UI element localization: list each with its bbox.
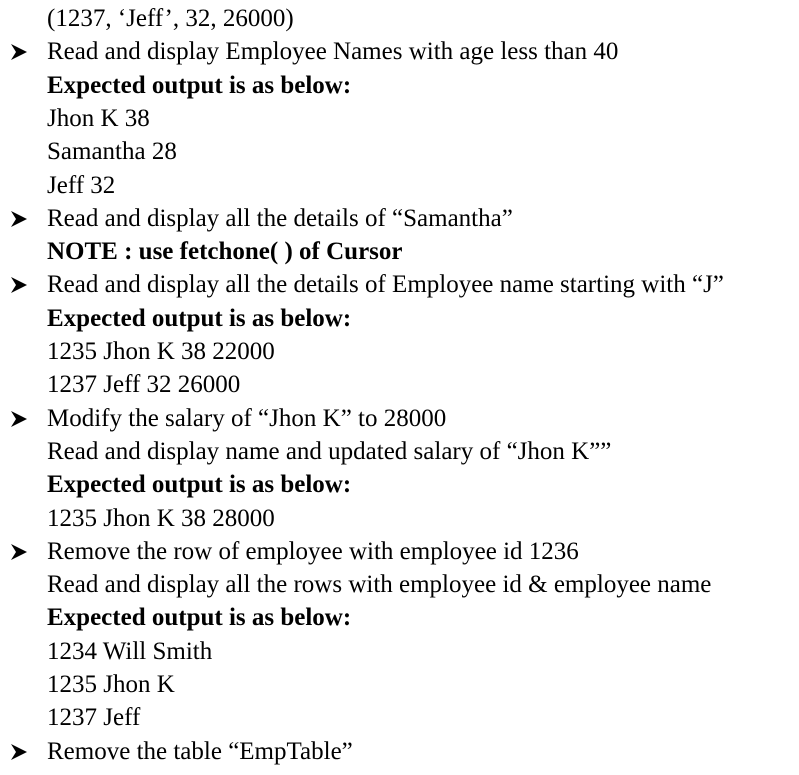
text-line: 1235 Jhon K 38 22000: [47, 338, 275, 365]
text-line: Read and display name and updated salary of “Jhon K””: [47, 437, 612, 465]
arrowhead-bullet-icon: [10, 543, 28, 561]
text-line: Jhon K 38: [47, 104, 150, 132]
arrowhead-bullet-icon: [10, 743, 28, 761]
heading-line: NOTE : use fetchone( ) of Cursor: [47, 238, 403, 266]
text-line: 1234 Will Smith: [47, 637, 213, 665]
bullet-item-text: Remove the row of employee with employee id 1236: [47, 537, 579, 565]
bullet-item-text: Modify the salary of “Jhon K” to 28000: [47, 404, 447, 432]
text-line: (1237, ‘Jeff’, 32, 26000): [47, 5, 294, 32]
heading-line: Expected output is as below:: [47, 604, 352, 632]
arrowhead-bullet-icon: [10, 276, 28, 294]
text-line: 1235 Jhon K: [47, 671, 175, 698]
text-line: Jeff 32: [47, 171, 116, 199]
heading-line: Expected output is as below:: [47, 71, 352, 99]
bullet-item-text: Read and display all the details of “Samantha”: [47, 204, 513, 232]
text-line: 1237 Jeff 32 26000: [47, 371, 241, 399]
arrowhead-bullet-icon: [10, 43, 28, 61]
arrowhead-bullet-icon: [10, 410, 28, 428]
bullet-item-text: Remove the table “EmpTable”: [47, 737, 353, 765]
heading-line: Expected output is as below:: [47, 304, 352, 332]
text-line: 1237 Jeff: [47, 704, 141, 732]
arrowhead-bullet-icon: [10, 210, 28, 228]
heading-line: Expected output is as below:: [47, 471, 352, 499]
text-line: 1235 Jhon K 38 28000: [47, 504, 275, 532]
text-line: Samantha 28: [47, 138, 177, 166]
text-line: Read and display all the rows with employee id & employee name: [47, 571, 712, 599]
bullet-item-text: Read and display all the details of Employee name starting with “J”: [47, 271, 724, 299]
bullet-item-text: Read and display Employee Names with age less than 40: [47, 38, 619, 66]
